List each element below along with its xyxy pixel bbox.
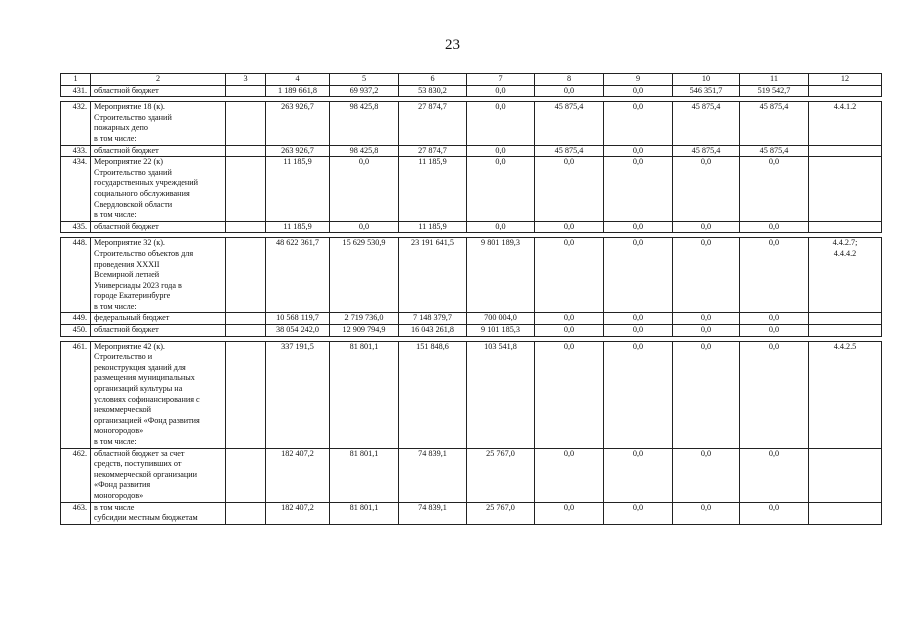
col4-value-cell: 10 568 119,7 xyxy=(266,313,330,325)
col5-value-cell: 81 801,1 xyxy=(330,448,399,502)
header-row xyxy=(61,74,882,86)
col6-value-cell: 151 848,6 xyxy=(399,341,467,448)
col4-value-cell: 11 185,9 xyxy=(266,157,330,222)
row-name-cell: Мероприятие 22 (к) Строительство зданий государственных учреждений социального обслуживания Свердловской области в том числе: xyxy=(91,157,226,222)
col10-value-cell: 0,0 xyxy=(673,341,740,448)
col9-value-cell: 0,0 xyxy=(604,157,673,222)
col5-value-cell: 2 719 736,0 xyxy=(330,313,399,325)
row-number-cell: 463. xyxy=(61,502,91,524)
header-cell: 11 xyxy=(740,74,809,86)
target-index-cell xyxy=(809,313,882,325)
header-cell: 3 xyxy=(226,74,266,86)
col8-value-cell: 0,0 xyxy=(535,313,604,325)
row-number-cell: 461. xyxy=(61,341,91,448)
col4-value-cell: 182 407,2 xyxy=(266,448,330,502)
header-cell: 6 xyxy=(399,74,467,86)
row-name-cell: Мероприятие 18 (к). Строительство зданий пожарных депо в том числе: xyxy=(91,102,226,145)
col10-value-cell: 0,0 xyxy=(673,157,740,222)
header-cell: 5 xyxy=(330,74,399,86)
col5-value-cell: 81 801,1 xyxy=(330,341,399,448)
header-cell: 12 xyxy=(809,74,882,86)
target-index-cell xyxy=(809,85,882,97)
col9-value-cell: 0,0 xyxy=(604,221,673,233)
col10-value-cell: 45 875,4 xyxy=(673,102,740,145)
col9-value-cell: 0,0 xyxy=(604,448,673,502)
col11-value-cell: 0,0 xyxy=(740,448,809,502)
col8-value-cell: 0,0 xyxy=(535,157,604,222)
header-cell: 9 xyxy=(604,74,673,86)
col10-value-cell: 0,0 xyxy=(673,238,740,313)
col5-value-cell: 81 801,1 xyxy=(330,502,399,524)
table-row xyxy=(61,102,882,145)
col10-value-cell: 0,0 xyxy=(673,313,740,325)
page-number: 23 xyxy=(445,37,460,53)
col10-value-cell: 45 875,4 xyxy=(673,145,740,157)
col9-value-cell: 0,0 xyxy=(604,85,673,97)
col5-value-cell: 98 425,8 xyxy=(330,145,399,157)
col5-value-cell: 98 425,8 xyxy=(330,102,399,145)
col9-value-cell: 0,0 xyxy=(604,238,673,313)
col7-value-cell: 0,0 xyxy=(467,145,535,157)
col5-value-cell: 12 909 794,9 xyxy=(330,325,399,337)
col11-value-cell: 0,0 xyxy=(740,238,809,313)
col8-value-cell: 0,0 xyxy=(535,325,604,337)
budget-table xyxy=(60,73,882,525)
col9-value-cell: 0,0 xyxy=(604,341,673,448)
col3-cell xyxy=(226,502,266,524)
row-number-cell: 462. xyxy=(61,448,91,502)
row-number-cell: 431. xyxy=(61,85,91,97)
col3-cell xyxy=(226,238,266,313)
table-row xyxy=(61,145,882,157)
col11-value-cell: 0,0 xyxy=(740,341,809,448)
col6-value-cell: 7 148 379,7 xyxy=(399,313,467,325)
col9-value-cell: 0,0 xyxy=(604,145,673,157)
col4-value-cell: 38 054 242,0 xyxy=(266,325,330,337)
budget-table-container xyxy=(60,73,881,525)
row-name-cell: областной бюджет xyxy=(91,325,226,337)
row-number-cell: 449. xyxy=(61,313,91,325)
row-name-cell: федеральный бюджет xyxy=(91,313,226,325)
col8-value-cell: 45 875,4 xyxy=(535,145,604,157)
col11-value-cell: 0,0 xyxy=(740,502,809,524)
col10-value-cell: 0,0 xyxy=(673,448,740,502)
col8-value-cell: 0,0 xyxy=(535,238,604,313)
col3-cell xyxy=(226,325,266,337)
col7-value-cell: 25 767,0 xyxy=(467,502,535,524)
row-number-cell: 450. xyxy=(61,325,91,337)
table-row xyxy=(61,325,882,337)
col6-value-cell: 27 874,7 xyxy=(399,145,467,157)
col4-value-cell: 182 407,2 xyxy=(266,502,330,524)
col8-value-cell: 0,0 xyxy=(535,85,604,97)
target-index-cell xyxy=(809,221,882,233)
row-name-cell: областной бюджет xyxy=(91,221,226,233)
col8-value-cell: 0,0 xyxy=(535,448,604,502)
col8-value-cell: 45 875,4 xyxy=(535,102,604,145)
col4-value-cell: 263 926,7 xyxy=(266,145,330,157)
col6-value-cell: 53 830,2 xyxy=(399,85,467,97)
col10-value-cell: 0,0 xyxy=(673,325,740,337)
col4-value-cell: 48 622 361,7 xyxy=(266,238,330,313)
col6-value-cell: 23 191 641,5 xyxy=(399,238,467,313)
header-cell: 8 xyxy=(535,74,604,86)
col8-value-cell: 0,0 xyxy=(535,502,604,524)
row-name-cell: в том числе субсидии местным бюджетам xyxy=(91,502,226,524)
col11-value-cell: 0,0 xyxy=(740,325,809,337)
target-index-cell xyxy=(809,502,882,524)
col6-value-cell: 11 185,9 xyxy=(399,157,467,222)
col7-value-cell: 0,0 xyxy=(467,221,535,233)
col6-value-cell: 74 839,1 xyxy=(399,448,467,502)
target-index-cell xyxy=(809,448,882,502)
col5-value-cell: 0,0 xyxy=(330,221,399,233)
table-body xyxy=(61,74,882,525)
col4-value-cell: 1 189 661,8 xyxy=(266,85,330,97)
col5-value-cell: 15 629 530,9 xyxy=(330,238,399,313)
col7-value-cell: 0,0 xyxy=(467,102,535,145)
col11-value-cell: 45 875,4 xyxy=(740,145,809,157)
target-index-cell xyxy=(809,157,882,222)
col3-cell xyxy=(226,157,266,222)
col7-value-cell: 700 004,0 xyxy=(467,313,535,325)
col5-value-cell: 0,0 xyxy=(330,157,399,222)
col8-value-cell: 0,0 xyxy=(535,341,604,448)
table-row xyxy=(61,85,882,97)
col9-value-cell: 0,0 xyxy=(604,102,673,145)
table-row xyxy=(61,221,882,233)
target-index-cell: 4.4.1.2 xyxy=(809,102,882,145)
table-row xyxy=(61,448,882,502)
col4-value-cell: 11 185,9 xyxy=(266,221,330,233)
col11-value-cell: 0,0 xyxy=(740,313,809,325)
target-index-cell: 4.4.2.7; 4.4.4.2 xyxy=(809,238,882,313)
col5-value-cell: 69 937,2 xyxy=(330,85,399,97)
col6-value-cell: 74 839,1 xyxy=(399,502,467,524)
row-number-cell: 448. xyxy=(61,238,91,313)
col8-value-cell: 0,0 xyxy=(535,221,604,233)
col7-value-cell: 9 101 185,3 xyxy=(467,325,535,337)
col9-value-cell: 0,0 xyxy=(604,502,673,524)
col11-value-cell: 45 875,4 xyxy=(740,102,809,145)
col10-value-cell: 0,0 xyxy=(673,221,740,233)
col11-value-cell: 519 542,7 xyxy=(740,85,809,97)
col3-cell xyxy=(226,341,266,448)
col3-cell xyxy=(226,221,266,233)
col4-value-cell: 337 191,5 xyxy=(266,341,330,448)
table-row xyxy=(61,157,882,222)
header-cell: 1 xyxy=(61,74,91,86)
col7-value-cell: 0,0 xyxy=(467,85,535,97)
col3-cell xyxy=(226,448,266,502)
col6-value-cell: 11 185,9 xyxy=(399,221,467,233)
row-name-cell: областной бюджет xyxy=(91,145,226,157)
col7-value-cell: 25 767,0 xyxy=(467,448,535,502)
col10-value-cell: 546 351,7 xyxy=(673,85,740,97)
col9-value-cell: 0,0 xyxy=(604,313,673,325)
col11-value-cell: 0,0 xyxy=(740,221,809,233)
table-row xyxy=(61,502,882,524)
col4-value-cell: 263 926,7 xyxy=(266,102,330,145)
table-row xyxy=(61,313,882,325)
row-number-cell: 435. xyxy=(61,221,91,233)
col3-cell xyxy=(226,313,266,325)
col7-value-cell: 9 801 189,3 xyxy=(467,238,535,313)
table-row xyxy=(61,341,882,448)
row-name-cell: Мероприятие 32 (к). Строительство объектов для проведения XXXII Всемирной летней Универсиады 2023 года в городе Екатеринбурге в том числе: xyxy=(91,238,226,313)
target-index-cell xyxy=(809,145,882,157)
header-cell: 2 xyxy=(91,74,226,86)
col3-cell xyxy=(226,85,266,97)
col7-value-cell: 103 541,8 xyxy=(467,341,535,448)
row-name-cell: областной бюджет xyxy=(91,85,226,97)
col3-cell xyxy=(226,145,266,157)
header-cell: 4 xyxy=(266,74,330,86)
table-row xyxy=(61,238,882,313)
col7-value-cell: 0,0 xyxy=(467,157,535,222)
col6-value-cell: 27 874,7 xyxy=(399,102,467,145)
col9-value-cell: 0,0 xyxy=(604,325,673,337)
target-index-cell xyxy=(809,325,882,337)
row-name-cell: Мероприятие 42 (к). Строительство и реконструкция зданий для размещения муниципальных организаций культуры на условиях софинансирования с некоммерческой организацией «Фонд развития моногородов» в том числе: xyxy=(91,341,226,448)
col3-cell xyxy=(226,102,266,145)
row-number-cell: 432. xyxy=(61,102,91,145)
row-number-cell: 433. xyxy=(61,145,91,157)
row-name-cell: областной бюджет за счет средств, поступивших от некоммерческой организации «Фонд развития моногородов» xyxy=(91,448,226,502)
col6-value-cell: 16 043 261,8 xyxy=(399,325,467,337)
target-index-cell: 4.4.2.5 xyxy=(809,341,882,448)
row-number-cell: 434. xyxy=(61,157,91,222)
col11-value-cell: 0,0 xyxy=(740,157,809,222)
header-cell: 7 xyxy=(467,74,535,86)
header-cell: 10 xyxy=(673,74,740,86)
col10-value-cell: 0,0 xyxy=(673,502,740,524)
